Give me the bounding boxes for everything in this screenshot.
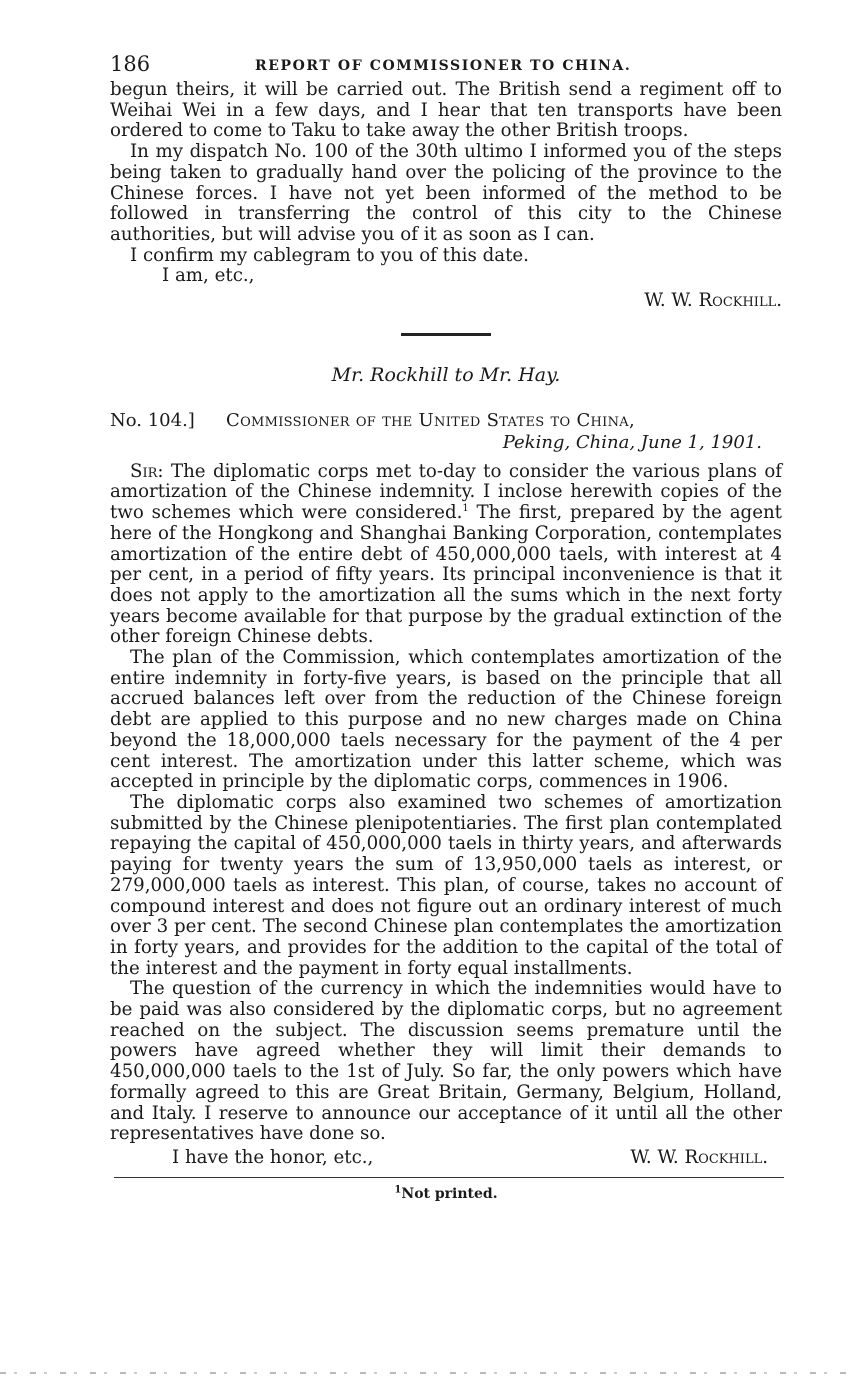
paragraph: The plan of the Commission, which contemplates amortization of the entire indemnity in forty-five years, is based on the principle that all accrued balances left over from the reduction of the Chinese foreign debt are applied to this purpose and no new charges made on China beyond the 18,000,000 taels necessary for the payment of the 4 per cent interest. The amortization under this latter scheme, which was accepted in principle by the diplomatic corps, commences in 1906. (110, 647, 782, 793)
scan-edge (0, 1372, 848, 1374)
closing-line: I am, etc., (162, 265, 255, 287)
paragraph: I confirm my cablegram to you of this date. (130, 244, 529, 266)
closing-signature-line (110, 1147, 782, 1169)
paragraph-text: The diplomatic corps met to-day to consider the various plans of amortization of the Chinese indemnity. I inclose herewith copies of the two schemes which were considered. (110, 460, 782, 524)
signature: W. W. Rockhill. (644, 290, 782, 312)
closing-line: I have the honor, etc., (172, 1146, 374, 1168)
paragraph: The diplomatic corps also examined two schemes of amortization submitted by the Chinese plenipotentiaries. The first plan contemplated repaying the capital of 450,000,000 taels in thirty years, and afterwards paying for twenty years the sum of 13,950,000 taels as interest, or 279,000,000 taels as interest. This plan, of course, takes no account of compound interest and does not figure out an ordinary interest of much over 3 per cent. The second Chinese plan contemplates the amortization in forty years, and provides for the addition to the capital of the total of the interest and the payment in forty equal installments. (110, 791, 782, 979)
dispatch-sender: Commissioner of the United States to China, (226, 409, 635, 431)
paragraph-text: The first, prepared by the agent here of the Hongkong and Shanghai Banking Corporation, contemplates amortization of the entire debt of 450,000,000 taels, with interest at 4 per cent, in a period of fifty years. Its principal inconvenience is that it does not apply to the amortization all the sums which in the next forty years become available for that purpose by the gradual extinction of the other foreign Chinese debts. (110, 502, 782, 648)
footnote (110, 1186, 782, 1202)
paragraph: The question of the currency in which the indemnities would have to be paid was also considered by the diplomatic corps, but no agreement reached on the subject. The discussion seems premature until the powers have agreed whether they will limit their demands to 450,000,000 taels to the 1st of July. So far, the only powers which have formally agreed to this are Great Britain, Germany, Belgium, Holland, and Italy. I reserve to announce our acceptance of it until all the other representatives have done so. (110, 978, 782, 1145)
letter-body (110, 462, 782, 1145)
paragraph: begun theirs, it will be carried out. The British send a regiment off to Weihai Wei in a few days, and I hear that ten transports have been ordered to come to Taku to take away the other British troops. (110, 79, 782, 142)
footnote-ref: 1 (462, 503, 469, 515)
paragraph (110, 462, 782, 648)
footnote-text: Not printed. (401, 1185, 498, 1202)
document-title: Mr. Rockhill to Mr. Hay. (331, 363, 561, 386)
dispatch-header (110, 410, 782, 454)
dispatch-number: No. 104.] (110, 409, 195, 431)
paragraph: In my dispatch No. 100 of the 30th ultimo I informed you of the steps being taken to gradually hand over the policing of the province to the Chinese forces. I have not yet been informed of the method to be followed in transferring the control of this city to the Chinese authorities, but will advise you of it as soon as I can. (110, 141, 782, 245)
page-number: 186 (110, 52, 151, 76)
page-header (110, 0, 782, 80)
signature: W. W. Rockhill. (630, 1146, 768, 1168)
letter-continuation (110, 80, 782, 266)
section-divider (401, 333, 491, 336)
dispatch-place-date: Peking, China, June 1, 1901. (502, 431, 762, 453)
footnote-divider (114, 1177, 784, 1178)
salutation: Sir: (130, 460, 164, 482)
running-head: REPORT OF COMMISSIONER TO CHINA. (255, 58, 632, 74)
footnote-marker: 1 (394, 1184, 402, 1196)
